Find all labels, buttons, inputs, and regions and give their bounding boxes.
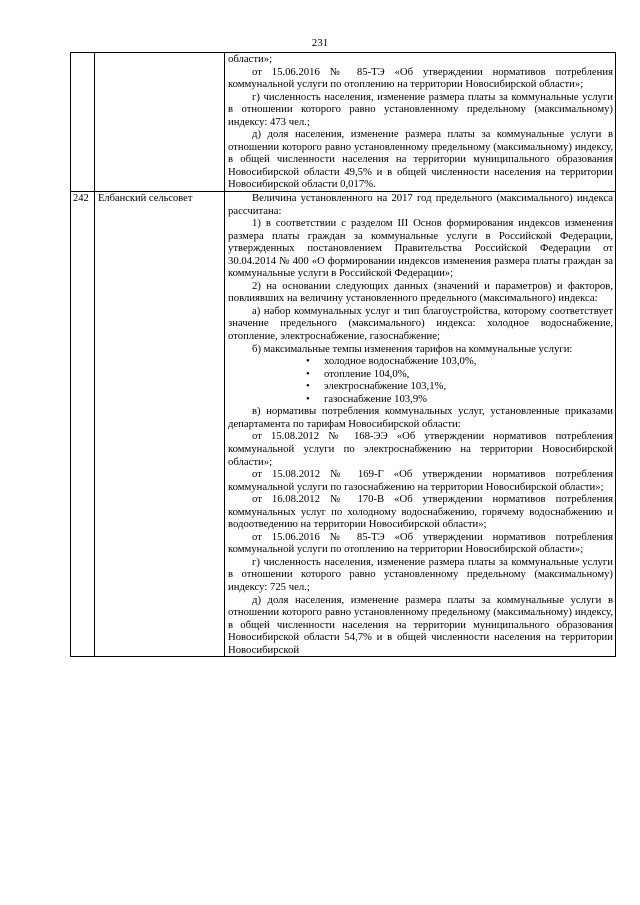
paragraph: от 15.06.2016 № 85-ТЭ «Об утверждении нормативов потребления коммунальной услуги по отоплению на территории Новосибирской области»; bbox=[228, 65, 613, 91]
page-number: 231 bbox=[311, 37, 329, 49]
paragraph: от 15.06.2016 № 85-ТЭ «Об утверждении нормативов потребления коммунальной услуги по отоплению на территории Новосибирской области»; bbox=[228, 530, 613, 556]
bullet-icon: • bbox=[306, 355, 310, 368]
row-number bbox=[71, 53, 95, 192]
list-item: • электроснабжение 103,1%, bbox=[306, 380, 447, 393]
municipality-name bbox=[95, 53, 225, 192]
paragraph: б) максимальные темпы изменения тарифов на коммунальные услуги: bbox=[252, 342, 573, 355]
paragraph: от 15.08.2012 № 168-ЭЭ «Об утверждении нормативов потребления коммунальной услуги по электроснабжению на территории Новосибирской области»; bbox=[228, 430, 613, 468]
table-row bbox=[71, 192, 616, 657]
paragraph: от 16.08.2012 № 170-В «Об утверждении нормативов потребления коммунальных услуг по холодному водоснабжению, горячему водоснабжению и водоотведению на территории Новосибирской области»; bbox=[228, 493, 613, 531]
tariff-list bbox=[228, 355, 613, 405]
paragraph: от 15.08.2012 № 169-Г «Об утверждении нормативов потребления коммунальной услуги по газоснабжению на территории Новосибирской области»; bbox=[228, 468, 613, 493]
paragraph: Величина установленного на 2017 год предельного (максимального) индекса рассчитана: bbox=[228, 192, 613, 217]
paragraph: д) доля населения, изменение размера платы за коммунальные услуги в отношении которого равно установленному предельному (максимальному) индексу, в общей численности населения на территории муниципального образования Новосибирской области 49,5% и в общей численности населения на территории Новосибирской области 0,017%. bbox=[228, 128, 613, 191]
paragraph: а) набор коммунальных услуг и тип благоустройства, которому соответствует значение предельного (максимального) индекса: холодное водоснабжение, отопление, электроснабжение, газоснабжение; bbox=[228, 304, 613, 343]
list-item: • отопление 104,0%, bbox=[306, 367, 410, 380]
bullet-icon: • bbox=[306, 392, 310, 405]
municipality-name: Елбанский сельсовет bbox=[95, 192, 225, 657]
list-item: • холодное водоснабжение 103,0%, bbox=[306, 355, 477, 368]
row-content bbox=[225, 192, 616, 657]
bullet-icon: • bbox=[306, 380, 310, 393]
document-table bbox=[70, 52, 616, 657]
paragraph: в) нормативы потребления коммунальных услуг, установленные приказами департамента по тарифам Новосибирской области: bbox=[228, 405, 613, 430]
paragraph: области»; bbox=[228, 53, 273, 65]
paragraph: 1) в соответствии с разделом III Основ формирования индексов изменения размера платы граждан за коммунальные услуги в Российской Федерации, утвержденных постановлением Правительства Российской Федерации от 30.04.2014 № 400 «О формировании индексов изменения размера платы граждан за коммунальные услуги в Российской Федерации»; bbox=[228, 217, 613, 280]
row-content bbox=[225, 53, 616, 192]
paragraph: д) доля населения, изменение размера платы за коммунальные услуги в отношении которого равно установленному предельному (максимальному) индексу, в общей численности населения на территории муниципального образования Новосибирской области 54,7% и в общей численности населения на территории Новосибирской bbox=[228, 593, 613, 656]
table-row bbox=[71, 53, 616, 192]
paragraph: г) численность населения, изменение размера платы за коммунальные услуги в отношении которого равно установленному предельному (максимальному) индексу: 725 чел.; bbox=[228, 555, 613, 593]
list-item: • газоснабжение 103,9% bbox=[306, 392, 428, 405]
row-number: 242 bbox=[71, 192, 95, 657]
paragraph: г) численность населения, изменение размера платы за коммунальные услуги в отношении которого равно установленному предельному (максимальному) индексу: 473 чел.; bbox=[228, 90, 613, 128]
bullet-icon: • bbox=[306, 367, 310, 380]
paragraph: 2) на основании следующих данных (значений и параметров) и факторов, повлиявших на величину установленного предельного (максимального) индекса: bbox=[228, 279, 613, 305]
